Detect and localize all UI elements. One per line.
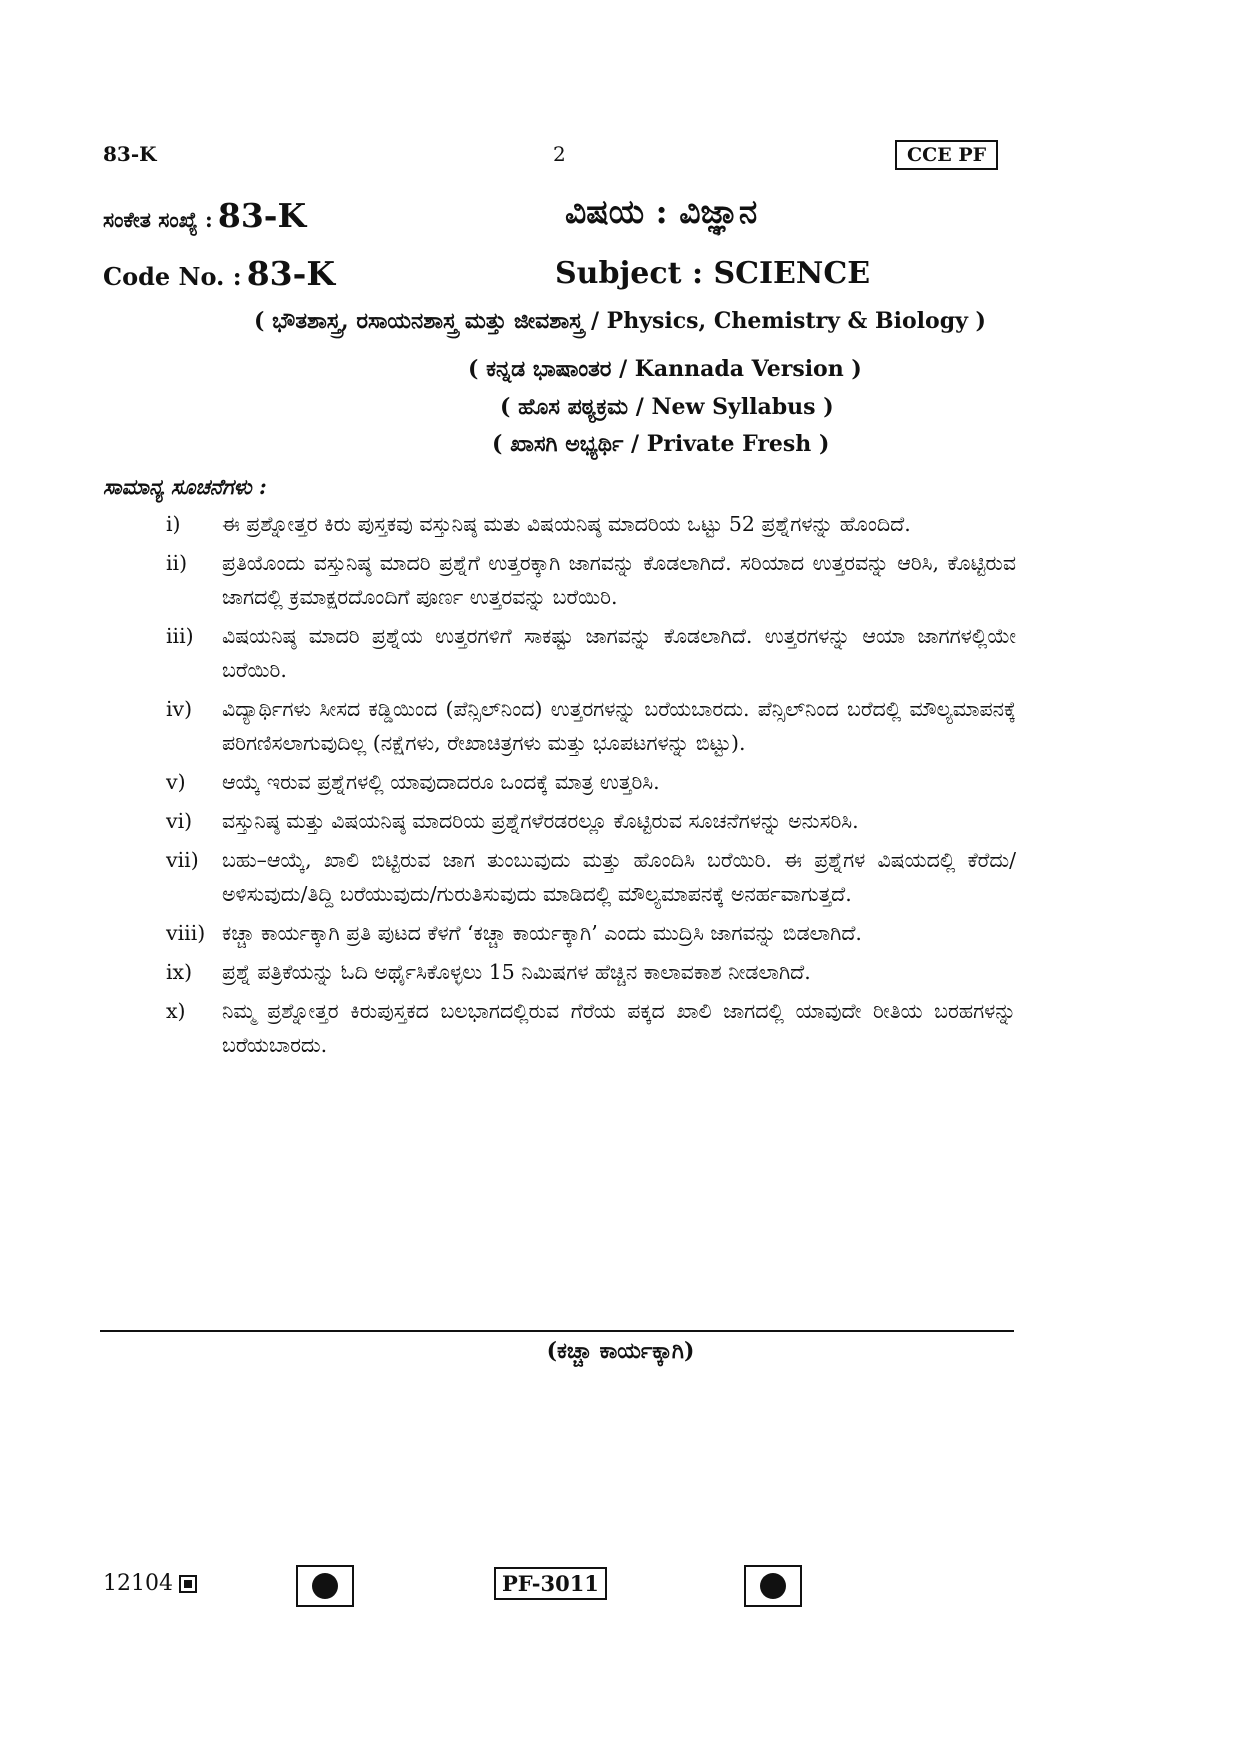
subtitle-candidate: ( ಖಾಸಗಿ ಅಭ್ಯರ್ಥಿ / Private Fresh ) xyxy=(492,431,830,457)
subject-kannada: ವಿಷಯ : ವಿಜ್ಞಾನ xyxy=(565,192,758,231)
header-code: 83-K xyxy=(103,142,157,166)
instruction-item xyxy=(166,843,1016,911)
rough-work-label: (ಕಚ್ಚಾ ಕಾರ್ಯಕ್ಕಾಗಿ) xyxy=(546,1338,695,1364)
instruction-text: ಆಯ್ಕೆ ಇರುವ ಪ್ರಶ್ನೆಗಳಲ್ಲಿ ಯಾವುದಾದರೂ ಒಂದಕ್ಕೆ ಮಾತ್ರ ಉತ್ತರಿಸಿ. xyxy=(222,770,660,794)
page-number: 2 xyxy=(553,142,566,166)
instruction-text: ನಿಮ್ಮ ಪ್ರಶ್ನೋತ್ತರ ಕಿರುಪುಸ್ತಕದ ಬಲಭಾಗದಲ್ಲಿರುವ ಗೆರೆಯ ಪಕ್ಕದ ಖಾಲಿ ಜಾಗದಲ್ಲಿ ಯಾವುದೇ ರೀತಿಯ ಬರಹಗಳನ್ನು ಬರೆಯಬಾರದು. xyxy=(222,999,1016,1057)
instruction-number: v) xyxy=(166,770,186,794)
instruction-number: x) xyxy=(166,999,186,1023)
footer-form-code: PF-3011 xyxy=(494,1567,607,1600)
square-dot-icon xyxy=(179,1575,197,1593)
code-english-value: 83-K xyxy=(246,254,336,293)
code-english-label: Code No. : xyxy=(103,262,242,291)
divider-line xyxy=(100,1330,1014,1332)
instruction-text: ಪ್ರಶ್ನೆ ಪತ್ರಿಕೆಯನ್ನು ಓದಿ ಅರ್ಥೈಸಿಕೊಳ್ಳಲು 15 ನಿಮಿಷಗಳ ಹೆಚ್ಚಿನ ಕಾಲಾವಕಾಶ ನೀಡಲಾಗಿದೆ. xyxy=(222,960,811,984)
instruction-text: ಪ್ರತಿಯೊಂದು ವಸ್ತುನಿಷ್ಠ ಮಾದರಿ ಪ್ರಶ್ನೆಗೆ ಉತ್ತರಕ್ಕಾಗಿ ಜಾಗವನ್ನು ಕೊಡಲಾಗಿದೆ. ಸರಿಯಾದ ಉತ್ತರವನ್ನು ಆರಿಸಿ, ಕೊಟ್ಟಿರುವ ಜಾಗದಲ್ಲಿ ಕ್ರಮಾಕ್ಷರದೊಂದಿಗೆ ಪೂರ್ಣ ಉತ್ತರವನ್ನು ಬರೆಯಿರಿ. xyxy=(222,551,1016,609)
instructions-title: ಸಾಮಾನ್ಯ ಸೂಚನೆಗಳು : xyxy=(103,474,267,499)
instruction-number: vi) xyxy=(166,809,193,833)
instruction-item xyxy=(166,765,1016,799)
instruction-text: ವಿಷಯನಿಷ್ಠ ಮಾದರಿ ಪ್ರಶ್ನೆಯ ಉತ್ತರಗಳಿಗೆ ಸಾಕಷ್ಟು ಜಾಗವನ್ನು ಕೊಡಲಾಗಿದೆ. ಉತ್ತರಗಳನ್ನು ಆಯಾ ಜಾಗಗಳಲ್ಲಿಯೇ ಬರೆಯಿರಿ. xyxy=(222,624,1016,682)
instruction-item xyxy=(166,916,1016,950)
instruction-text: ವಿದ್ಯಾರ್ಥಿಗಳು ಸೀಸದ ಕಡ್ಡಿಯಿಂದ (ಪೆನ್ಸಿಲ್‌ನಿಂದ) ಉತ್ತರಗಳನ್ನು ಬರೆಯಬಾರದು. ಪೆನ್ಸಿಲ್‌ನಿಂದ ಬರೆದಲ್ಲಿ ಮೌಲ್ಯಮಾಪನಕ್ಕೆ ಪರಿಗಣಿಸಲಾಗುವುದಿಲ್ಲ (ನಕ್ಷೆಗಳು, ರೇಖಾಚಿತ್ರಗಳು ಮತ್ತು ಭೂಪಟಗಳನ್ನು ಬಿಟ್ಟು). xyxy=(222,697,1016,755)
subject-english: Subject : SCIENCE xyxy=(555,256,871,291)
instruction-number: ix) xyxy=(166,960,193,984)
instruction-number: viii) xyxy=(166,921,206,945)
instruction-number: ii) xyxy=(166,551,188,575)
registration-mark-left-icon xyxy=(296,1565,354,1607)
instruction-item xyxy=(166,546,1016,614)
paper-tag-box: CCE PF xyxy=(895,140,998,170)
instruction-number: iv) xyxy=(166,697,193,721)
instruction-item xyxy=(166,507,1016,541)
instruction-item xyxy=(166,994,1016,1062)
instruction-item xyxy=(166,804,1016,838)
subtitle-syllabus: ( ಹೊಸ ಪಠ್ಯಕ್ರಮ / New Syllabus ) xyxy=(500,394,834,420)
footer-serial-number: 12104 xyxy=(103,1571,173,1596)
instruction-text: ವಸ್ತುನಿಷ್ಠ ಮತ್ತು ವಿಷಯನಿಷ್ಠ ಮಾದರಿಯ ಪ್ರಶ್ನೆಗಳೆರಡರಲ್ಲೂ ಕೊಟ್ಟಿರುವ ಸೂಚನೆಗಳನ್ನು ಅನುಸರಿಸಿ. xyxy=(222,809,859,833)
instruction-number: vii) xyxy=(166,848,199,872)
instructions-list xyxy=(166,507,1016,1067)
instruction-item xyxy=(166,619,1016,687)
instruction-item xyxy=(166,692,1016,760)
code-kannada-value: 83-K xyxy=(217,196,307,235)
instruction-text: ಬಹು–ಆಯ್ಕೆ, ಖಾಲಿ ಬಿಟ್ಟಿರುವ ಜಾಗ ತುಂಬುವುದು ಮತ್ತು ಹೊಂದಿಸಿ ಬರೆಯಿರಿ. ಈ ಪ್ರಶ್ನೆಗಳ ವಿಷಯದಲ್ಲಿ ಕೆರೆದು/ಅಳಿಸುವುದು/ತಿದ್ದಿ ಬರೆಯುವುದು/ಗುರುತಿಸುವುದು ಮಾಡಿದಲ್ಲಿ ಮೌಲ್ಯಮಾಪನಕ್ಕೆ ಅನರ್ಹವಾಗುತ್ತದೆ. xyxy=(222,848,1016,906)
footer-serial xyxy=(103,1571,197,1596)
instruction-text: ಈ ಪ್ರಶ್ನೋತ್ತರ ಕಿರು ಪುಸ್ತಕವು ವಸ್ತುನಿಷ್ಠ ಮತು ವಿಷಯನಿಷ್ಠ ಮಾದರಿಯ ಒಟ್ಟು 52 ಪ್ರಶ್ನೆಗಳನ್ನು ಹೊಂದಿದೆ. xyxy=(222,512,911,536)
instruction-text: ಕಚ್ಚಾ ಕಾರ್ಯಕ್ಕಾಗಿ ಪ್ರತಿ ಪುಟದ ಕೆಳಗೆ ‘ಕಚ್ಚಾ ಕಾರ್ಯಕ್ಕಾಗಿ’ ಎಂದು ಮುದ್ರಿಸಿ ಜಾಗವನ್ನು ಬಿಡಲಾಗಿದೆ. xyxy=(222,921,862,945)
code-english-row xyxy=(103,254,335,293)
instruction-item xyxy=(166,955,1016,989)
code-kannada-row xyxy=(103,196,306,235)
instruction-number: iii) xyxy=(166,624,194,648)
subtitle-version: ( ಕನ್ನಡ ಭಾಷಾಂತರ / Kannada Version ) xyxy=(468,356,862,382)
instruction-number: i) xyxy=(166,512,181,536)
registration-mark-right-icon xyxy=(744,1565,802,1607)
code-kannada-label: ಸಂಕೇತ ಸಂಖ್ಯೆ : xyxy=(103,207,213,232)
subtitle-subjects: ( ಭೌತಶಾಸ್ತ್ರ, ರಸಾಯನಶಾಸ್ತ್ರ ಮತ್ತು ಜೀವಶಾಸ್ತ್ರ / Physics, Chemistry & Biology ) xyxy=(254,308,986,334)
